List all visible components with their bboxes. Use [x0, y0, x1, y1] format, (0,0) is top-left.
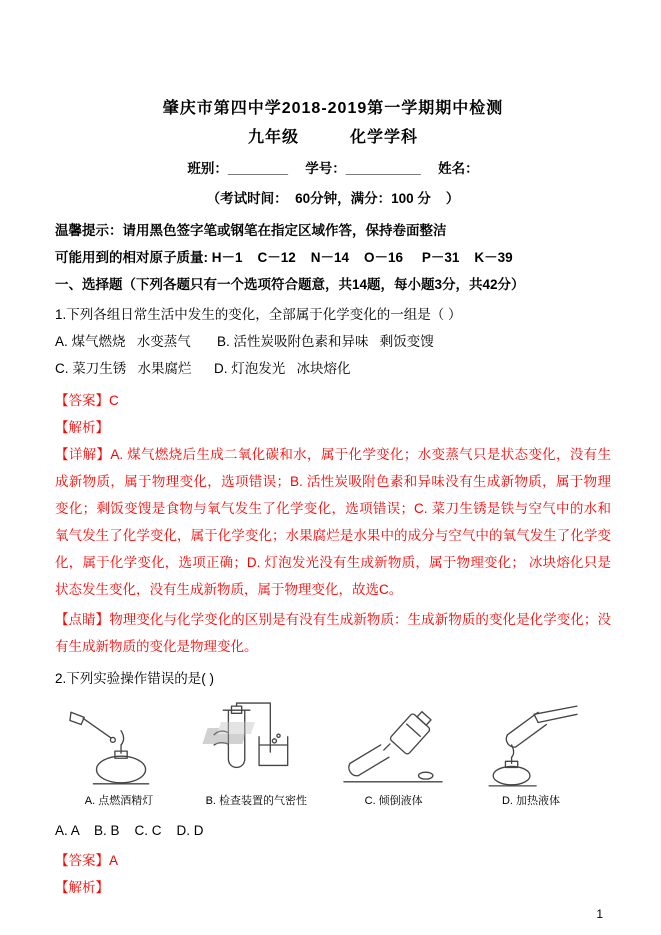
figure-d-caption: D. 加热液体 [501, 795, 561, 807]
section1-title: 一、选择题（下列各题只有一个选项符合题意，共14题，每小题3分，共42分） [55, 277, 525, 292]
page-number: 1 [596, 907, 603, 921]
atomic-mass-line: 可能用到的相对原子质量: H－1 C－12 N－14 O－16 P－31 K－39 [55, 250, 513, 265]
q2-figures-row [55, 700, 595, 812]
q1-answer: 【答案】C [55, 393, 119, 408]
q2-options-line: A. A B. B C. C D. D [55, 823, 204, 838]
q1-detail: 【详解】A. 煤气燃烧后生成二氧化碳和水，属于化学变化；水变蒸气只是状态变化，没有生成新物质，属于物理变化，选项错误；B. 活性炭吸附色素和异味没有生成新物质，属于物理变化；剩饭变馊是食物与氧气发生了化学变化，选项错误；C. 菜刀生锈是铁与空气中的水和氧气发生了化学变化，属于化学变化；水果腐烂是水果中的成分与空气中的氧气发生了化学变化，属于化学变化，选项正确；D. 灯泡发光没有生成新物质，属于物理变化； 冰块熔化只是状态发生变化，没有生成新物质，属于物理变化，故选C。 [55, 447, 611, 597]
q1-analysis-label: 【解析】 [55, 420, 109, 435]
figure-b-caption: B. 检查装置的气密性 [205, 795, 308, 807]
q1-tip: 【点睛】物理变化与化学变化的区别是有没有生成新物质：生成新物质的变化是化学变化；没有生成新物质的变化是物理变化。 [55, 612, 611, 654]
figure-c-caption: C. 倾倒液体 [364, 795, 423, 807]
q2-answer: 【答案】A [55, 853, 119, 868]
student-info-line: 班别：________ 学号：__________ 姓名： [187, 161, 479, 176]
page-title: 肇庆市第四中学2018-2019第一学期期中检测 [162, 100, 504, 117]
q1-options-line2: C. 菜刀生锈 水果腐烂 D. 灯泡发光 冰块熔化 [55, 361, 351, 376]
heating-liquid-illustration [472, 700, 590, 792]
figure-c-pour-liquid [330, 700, 458, 812]
pouring-liquid-illustration [335, 700, 453, 792]
figure-a-light-alcohol-lamp [55, 700, 183, 812]
exam-info-line: （考试时间： 60分钟，满分：100 分 ） [206, 191, 460, 206]
figure-a-caption: A. 点燃酒精灯 [84, 795, 154, 807]
q2-analysis-label: 【解析】 [55, 880, 109, 895]
figure-d-heat-liquid [467, 700, 595, 812]
q1-stem: 1.下列各组日常生活中发生的变化，全部属于化学变化的一组是（ ） [55, 307, 462, 322]
airtightness-check-illustration [197, 700, 315, 792]
q1-options-line1: A. 煤气燃烧 水变蒸气 B. 活性炭吸附色素和异味 剩饭变馊 [55, 334, 434, 349]
alcohol-lamp-lighting-illustration [60, 700, 178, 792]
page-content [55, 96, 611, 901]
tips-line: 温馨提示：请用黑色签字笔或钢笔在指定区域作答，保持卷面整洁 [55, 223, 447, 238]
q2-stem: 2.下列实验操作错误的是( ) [55, 671, 215, 686]
page-subtitle: 九年级 化学学科 [247, 129, 418, 146]
figure-b-check-airtightness [192, 700, 320, 812]
